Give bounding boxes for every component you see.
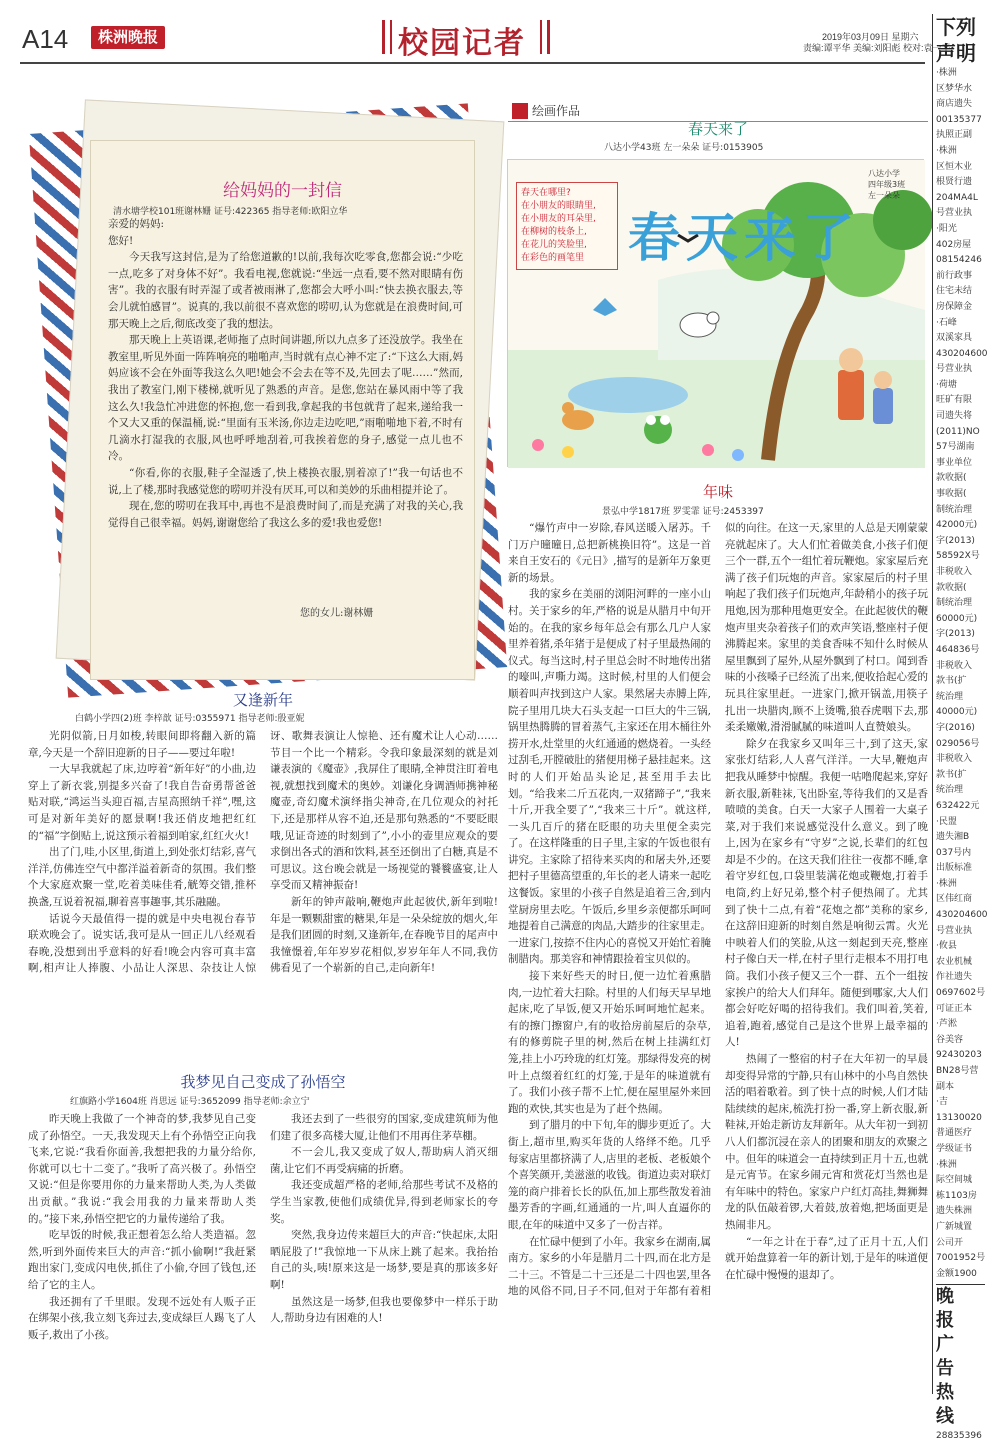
corner-line: 左一朵朵 xyxy=(868,191,900,200)
notice-line: 号营业执 xyxy=(936,208,973,219)
paragraph: 昨天晚上我做了一个神奇的梦,我梦见自己变成了孙悟空。一天,我发现天上有个孙悟空正向我飞来,它说:“我看你面善,我想把我的力量分给你,你就可以七十二变了。”我听了高兴极了。孙悟空又说:“但是你要用你的力量来帮助人类,为人类做出贡献。”我说:“我会用我的力量来帮助人类的。”接下来,孙悟空把它的力量传递给了我。 xyxy=(28,1113,256,1225)
paragraph: 我的家乡在美丽的浏阳河畔的一座小山村。关于家乡的年,严格的说是从腊月中旬开始的。在我的家乡每年总会有那么几户人家里养着猪,杀年猪于是便成了村子里最热闹的仪式。每当这时,村子里总会时不时地传出猪的嚎叫,声嘶力竭。这时候,村里的人们便会顺着叫声找到这户人家。果然屠夫赤膊上阵,院子里用几块大石头支起一口巨大的牛三锅,锅里热腾腾的冒着蒸气,主家还在用木桶往外捞开水,灶堂里的火红通通的燃烧着。一头经过刮毛,开膛破肚的猪便用梯子悬挂起来。这时的人们开始品头论足,甚至用手去比划。“给我来二斤五花肉,一双猪蹄子”,“我来十斤,开我全要了”,“我来三十斤”。就这样,一头几百斤的猪在眨眼的功夫里便全卖完了。在这样隆重的日子里,主家的午饭也很有讲究。主家除了招待来买肉的和屠夫外,还要把村子里德高望重的,年长的老人请来一起吃这餐饭。家里的小孩子自然是追着三舍,到内堂厨房里去吃。午饭后,乡里乡亲便都乐呵呵地提着自己满意的肉品,大踏步的往家里走。一进家门,按捺不住内心的喜悦又开始忙着腌制腊肉。那美容和神情跟捡着宝贝似的。 xyxy=(508,588,711,966)
poem-line: 在小朋友的耳朵里, xyxy=(521,214,596,224)
notice-line: 双溪家具 xyxy=(936,333,973,344)
article-title-nian-wei: 年味 xyxy=(702,483,733,501)
article-body-new-year xyxy=(28,728,498,1048)
notice-line: 事业单位 xyxy=(936,457,973,468)
notice-line: 农业机械 xyxy=(936,956,973,967)
paragraph: “爆竹声中一岁除,春风送暖入屠苏。千门万户曈曈日,总把新桃换旧符”。这是一首来自王安石的《元日》,描写的是新年万象更新的场景。 xyxy=(508,522,711,584)
newspaper-logo: 株洲晚报 xyxy=(91,26,165,49)
notice-line: 92430203 xyxy=(936,1050,982,1061)
paragraph: 虽然这是一场梦,但我也要像梦中一样乐于助人,帮助身边有困难的人! xyxy=(270,1295,498,1325)
notice-line: 制统治理 xyxy=(936,504,973,515)
notice-line: 40000元) xyxy=(936,707,978,718)
ad-hotline-char: 报 xyxy=(936,1310,954,1332)
letter-greeting-2: 您好! xyxy=(108,234,134,247)
paragraph: 到了腊月的中下旬,年的脚步更近了。大街上,超市里,购买年货的人络绎不绝。几乎每家店里都挤满了人,店里的老板、老板娘个个喜笑颜开,美滋滋的收钱。街道边卖对联灯笼的商户排着长长的队伍,加上那些散发着油墨芳香的字画,红通通的一片,叫人直逼你的眼,在年的味道中又多了一份吉祥。 xyxy=(508,1119,711,1231)
notice-line: 非税收入 xyxy=(936,660,973,671)
poem-line: 在柳树的枝条上, xyxy=(521,227,587,237)
notices-title-line: 声明 xyxy=(936,41,976,65)
ad-hotline-char: 晚 xyxy=(936,1286,954,1308)
painting-artwork xyxy=(507,159,924,467)
notice-line: ·株洲 xyxy=(936,145,957,156)
notice-line: 商店遗失 xyxy=(936,99,973,110)
notice-line: (2011)NO xyxy=(936,426,980,437)
painting-byline: 八达小学43班 左一朵朵 证号:0153905 xyxy=(604,143,764,153)
painting-headline: 春天来了 xyxy=(628,208,861,269)
notices-list xyxy=(936,66,988,1282)
article-body-monkey-king xyxy=(28,1111,498,1397)
notice-line: 可证正本 xyxy=(936,1003,973,1014)
notice-line: 632422元 xyxy=(936,800,980,811)
notice-line: 7001952号 xyxy=(936,1253,986,1264)
notice-line: 430204600 xyxy=(936,910,988,921)
paragraph: 接下来好些天的时日,便一边忙着熏腊肉,一边忙着大扫除。村里的人们每天早早地起床,吃了早饭,便又开始乐呵呵地忙起来。有的擦门擦窗户,有的收拾房前屋后的杂草,有的修剪院子里的树,然后在树上挂满红灯笼,挂上小巧玲珑的红灯笼。那绿得发亮的树叶上点缀着红红的灯笼,于是年的味道就有了。我们小孩子帮不上忙,便在屋里屋外来回跑的欢快,其实也是为了赶个热闹。 xyxy=(508,970,711,1115)
poem-line: 春天在哪里? xyxy=(521,188,571,198)
notice-line: ·芦淞 xyxy=(936,1019,957,1030)
paragraph: 不一会儿,我又变成了奴人,帮助病人消灭细菌,让它们不再受病痛的折磨。 xyxy=(270,1146,498,1175)
letter-paragraph: “你看,你的衣服,鞋子全湿透了,快上楼换衣服,别着凉了!”我一句话也不说,上了楼,那时我感觉您的唠叨并没有厌耳,可以和美妙的乐曲相提并论了。 xyxy=(108,466,463,496)
paragraph: 我还拥有了千里眼。发现不远处有人贩子正在绑架小孩,我立刻飞奔过去,变成绿巨人踢飞了人贩子,救出了小孩。 xyxy=(28,1295,256,1341)
notice-line: ·吉 xyxy=(936,1097,948,1108)
title-bar-right-decoration xyxy=(540,20,550,54)
notice-line: 学级证书 xyxy=(936,1143,973,1154)
paragraph: 话说今天最值得一提的就是中央电视台春节联欢晚会了。说实话,我可是从一回正儿八经观看春晚,没想到出乎意料的好看!晚会内容可真丰富啊,相声让人捧腹、小品让人深思、杂技让人惊讶、歌舞表演让人惊艳、还有魔术让人心动……节目一个比一个精彩。令我印象最深刻的就是刘谦表演的《魔壶》,我屏住了眼睛,全神贯注盯着电视,就想找到魔术的奥妙。刘谦化身调酒师携神秘魔壶,奇幻魔术演绎指尖神奇,在几位观众的衬托下,还是那样从容不迫,还是那句熟悉的“不要眨眼哦,见证奇迹的时刻到了”,小小的壶里应观众的要求倒出各式的酒和饮料,甚至还倒出了白糖,真是不可思议。这台晚会就是一场视觉的饕餮盛宴,让人享受而又精神振奋! xyxy=(28,730,498,975)
issue-date: 2019年03月09日 星期六 xyxy=(822,32,919,42)
notice-line: 08154246 xyxy=(936,255,982,266)
notice-line: 字(2013) xyxy=(936,535,975,546)
title-bar-left-decoration xyxy=(382,20,392,54)
notice-line: 区恒木业 xyxy=(936,161,973,172)
notice-line: 副本 xyxy=(936,1081,955,1092)
notice-line: 执照正副 xyxy=(936,130,973,141)
notice-line: 00135377 xyxy=(936,114,982,125)
notice-line: ·攸县 xyxy=(936,941,957,952)
notice-line: 遗失株洲 xyxy=(936,1206,973,1217)
notice-line: 430204600 xyxy=(936,348,988,359)
ad-hotline-char: 热 xyxy=(936,1382,954,1404)
letter-byline: 清水塘学校101班谢林姗 证号:422365 指导老师:欧阳立华 xyxy=(113,207,348,217)
notice-line: 款书(扩 xyxy=(936,676,967,687)
notice-line: 款收据( xyxy=(936,582,967,593)
notice-line: 60000元) xyxy=(936,613,978,624)
notice-line: 0697602号 xyxy=(936,988,986,999)
notice-line: 037号内 xyxy=(936,847,972,858)
paragraph: 在忙碌中便到了小年。我家乡在湖南,属南方。家乡的小年是腊月二十四,而在北方是二十三。不管是二十三还是二十四也罢,里各地的风俗不同,日子不同,但对于年都有着相似的向往。在这一天,家里的人总是天刚蒙蒙亮就起床了。大人们忙着做美食,小孩子们便三个一群,五个一组忙着玩鞭炮。家家屋后充满了孩子们玩炮的声音。家家屋后的村子里响起了我们孩子们玩炮声,年龄稍小的孩子玩甩炮,因为那种甩炮更安全。在此起彼伏的鞭炮声里夹杂着孩子们的欢声笑语,整座村子便沸腾起来。家里的美食香味不知什么时候从屋里飘到了屋外,从屋外飘到了村口。闻到香味的小孩嗓子已经流了出来,便收拾起心爱的玩具往家里赶。一进家门,掀开锅盖,用筷子扎出一块腊肉,顾不上烫嘴,狼吞虎咽下去,那柔柔嫩嫩,滑滑腻腻的味道叫人直赞娘头。 xyxy=(508,522,928,1298)
notice-line: 57号湖南 xyxy=(936,442,975,453)
notice-line: 204MA4L xyxy=(936,192,978,203)
notice-line: 制统治理 xyxy=(936,598,973,609)
notice-line: ·株洲 xyxy=(936,68,957,78)
painting-poem-note xyxy=(516,182,618,270)
notice-line: 号营业执 xyxy=(936,364,973,375)
article-byline-monkey-king: 红旗路小学1604班 肖思远 证号:3652099 指导老师:余立宁 xyxy=(70,1097,310,1107)
article-title-monkey-king: 我梦见自己变成了孙悟空 xyxy=(180,1073,346,1091)
notice-line: 非税收入 xyxy=(936,754,973,765)
notice-line: 区梦华水 xyxy=(936,83,973,94)
ad-hotline-phone: 28835396 xyxy=(936,1431,982,1442)
letter-paragraph: 那天晚上上英语课,老师拖了点时间讲题,所以九点多了还没放学。我坐在教室里,听见外面一阵阵响亮的啪啪声,当时就有点心神不定了:“下这么大雨,妈妈应该不会在外面等我这么久吧!她会不会去在等不及,先回去了呢……”然而,我出了教室门,刚下楼梯,就听见了熟悉的声音。是您,您站在暴风雨中等了我这么久!我急忙冲进您的怀抱,您一看到我,拿起我的书包就背了起来,递给我一个又大又重的保温桶,说:“里面有玉米汤,你边走边吃吧,”雨啪啪地下着,不时有几滴水打湿我的衣服,风也呼呼地刮着,可我挨着您的身子,感觉一点儿也不冷。 xyxy=(108,334,463,463)
paragraph: 热闹了一整宿的村子在大年初一的早晨却变得异常的宁静,只有山林中的小鸟自然快活的唱着歌着。到了快十点的时候,人们才陆陆续续的起床,梳洗打扮一番,穿上新衣服,新鞋袜,开始走新访友拜新年。从大年初一到初八人们都沉浸在亲人的团聚和朋友的欢聚之中。但年的味道会一直持续到正月十五,也就是元宵节。在家乡闹元宵和赏花灯当然也是有年味中的特色。家家户户红灯高挂,舞狮舞龙的队伍敲着锣,大着鼓,放着炮,把场面更是热闹非凡。 xyxy=(725,1053,928,1231)
notices-title-line: 下列 xyxy=(936,15,976,39)
painting-title: 春天来了 xyxy=(687,120,748,138)
section-title: 校园记者 xyxy=(398,26,526,61)
notice-line: 旺矿有限 xyxy=(936,395,973,406)
notice-line: 非税收入 xyxy=(936,567,973,577)
corner-line: 四年级3班 xyxy=(868,180,906,189)
notice-line: 事收据( xyxy=(936,489,967,500)
notice-line: ·荷塘 xyxy=(936,379,957,390)
notice-line: 42000元) xyxy=(936,520,978,531)
notice-line: 号营业执 xyxy=(936,925,973,936)
editor-credits: 责编:谭平华 美编:刘阳彪 校对:袁一平 xyxy=(803,43,951,53)
ad-hotline-char: 广 xyxy=(936,1334,954,1356)
letter-title: 给妈妈的一封信 xyxy=(223,181,342,201)
notice-line: 金额1900 xyxy=(936,1268,977,1279)
notice-line: ·株洲 xyxy=(936,1159,957,1170)
letter-greeting: 亲爱的妈妈: xyxy=(108,218,165,230)
notice-line: 区伟红商 xyxy=(936,894,973,905)
paragraph: 一大早我就起了床,边哼着“新年好”的小曲,边穿上了新衣裳,别提多兴奋了!我自告奋勇帮爸爸贴对联,“鸿运当头迎百福,吉星高照纳千祥”,嘿,这可是对新年美好的愿景啊!我还俏皮地把红红的“福”字倒贴上,说这预示着福到咱家,红红火火! xyxy=(28,763,256,842)
section-marker-icon xyxy=(512,103,528,119)
paragraph: 除夕在我家乡又叫年三十,到了这天,家家张灯结彩,人人喜气洋洋。一大早,鞭炮声把我从睡梦中惊醒。我便一咕噜爬起来,穿好新衣服,新鞋袜,飞出卧室,等待我们的又是香喷喷的美食。白天一大家子人围着一大桌子菜,对于我们来说感觉没什么意义。到了晚上,因为在家乡有“守岁”之说,长辈们的红包却是不少的。在这天我们往往一夜都不睡,拿着守岁红包,口袋里装满花炮或鞭炮,打着手电筒,约上好兄弟,整个村子便热闹了。尤其到了快十二点,有着“花炮之都”美称的家乡,在这辞旧迎新的时刻自然是响彻云霄。火光中映着人们的笑脸,从这一刻起到天亮,整座村子像白天一样,在村子里行走根本不用打电筒。我们小孩子便又三个一群、五个一组按家挨户的给大人们拜年。随便到哪家,大人们都会好吃好喝的招待我们。我们叫着,笑着,追着,跑着,感觉自己是这个世界上最幸福的人! xyxy=(725,737,928,1049)
notice-line: ·民盟 xyxy=(936,816,957,827)
notice-line: 前行政事 xyxy=(936,270,973,281)
notice-line: 029056号 xyxy=(936,738,980,749)
header-rule xyxy=(20,62,925,64)
notice-line: BN28号营 xyxy=(936,1066,979,1076)
notice-line: 58592X号 xyxy=(936,551,980,562)
notice-line: 公司开 xyxy=(936,1237,964,1248)
poem-line: 在彩色的画笔里 xyxy=(521,253,585,263)
notice-line: 字(2013) xyxy=(936,629,975,640)
paragraph: 突然,我身边传来超巨大的声音:“快起床,太阳晒屁股了!”我惊地一下从床上跳了起来。我抬抬自己的头,咦!原来这是一场梦,要是真的那该多好啊! xyxy=(270,1229,498,1291)
letter-body xyxy=(108,216,463,604)
notices-column xyxy=(932,14,988,1442)
notice-line: 遗失湘B xyxy=(936,832,970,843)
notice-line: 司遗失将 xyxy=(936,411,973,422)
notice-line: 普通医疗 xyxy=(936,1128,973,1139)
notice-line: 谷美容 xyxy=(936,1034,964,1045)
article-title-new-year: 又逢新年 xyxy=(232,691,293,709)
notice-line: 402房屋 xyxy=(936,239,972,250)
article-byline-nian-wei: 景弘中学1817班 罗雯霏 证号:2453397 xyxy=(602,507,764,517)
article-body-nian-wei xyxy=(508,520,928,1398)
notice-line: ·阳光 xyxy=(936,223,957,234)
notice-line: 统治理 xyxy=(936,691,964,702)
paragraph: 我还变成超严格的老师,给那些考试不及格的学生当家教,使他们成绩优异,得到老师家长的夸奖。 xyxy=(270,1179,498,1225)
painting-section-label: 绘画作品 xyxy=(508,100,580,119)
notice-line: 出版标准 xyxy=(936,863,973,874)
notice-line: 根贤行遗 xyxy=(936,177,973,188)
paragraph: 吃早饭的时候,我正想着怎么给人类造福。忽然,听到外面传来巨大的声音:“抓小偷啊!”我赶紧跑出家门,变成闪电侠,抓住了小偷,夺回了钱包,还给了它的主人。 xyxy=(28,1229,256,1291)
notice-line: 住宅未结 xyxy=(936,286,973,297)
notice-line: 款收据( xyxy=(936,473,967,484)
notice-line: 13130020 xyxy=(936,1112,982,1123)
ad-hotline-char: 线 xyxy=(936,1406,954,1428)
paragraph: 出了门,哇,小区里,街道上,到处张灯结彩,喜气洋洋,仿佛连空气中都洋溢着新奇的氛围。我们整个大家庭欢聚一堂,吃着美味佳肴,觥筹交错,推杯换盏,互说着祝福,聊着喜事趣事,其乐融融。 xyxy=(28,846,256,908)
notice-line: 464836号 xyxy=(936,644,980,655)
notice-line: 房保障金 xyxy=(936,301,973,312)
notice-line: 栋1103房 xyxy=(936,1190,977,1201)
letter-signature: 您的女儿:谢林姗 xyxy=(300,608,374,619)
notice-line: 统治理 xyxy=(936,785,964,796)
notice-line: 广新城置 xyxy=(936,1221,973,1232)
notice-line: ·株洲 xyxy=(936,878,957,889)
notice-line: 款书(扩 xyxy=(936,769,967,780)
notice-line: ·石峰 xyxy=(936,317,957,328)
poem-line: 在花儿的笑脸里, xyxy=(521,240,587,250)
notice-line: 字(2016) xyxy=(936,722,975,733)
notice-line: 作社遗失 xyxy=(936,972,973,983)
notice-line: 际空间城 xyxy=(936,1175,973,1186)
paragraph: 我还去到了一些很穷的国家,变成建筑师为他们建了很多高楼大厦,让他们不用再住茅草棚。 xyxy=(270,1113,498,1142)
paragraph: 新年的钟声敲响,鞭炮声此起彼伏,新年到啦!年是一颗颗甜蜜的糖果,年是一朵朵绽放的烟火,年是我们团圆的时刻,又逢新年,在春晚节目的尾声中我憧憬着,年年岁岁花相似,岁岁年年人不同,我仿佛看见了一个崭新的自己,走向新年! xyxy=(270,895,498,975)
letter-paragraph: 今天我写这封信,是为了给您道歉的!以前,我每次吃零食,您都会说:“少吃一点,吃多了对身体不好”。我看电视,您就说:“坐远一点看,要不然对眼睛有伤害”。我的衣服有时弄湿了或者被雨淋了,您都会大呼小叫:“快去换衣服去,等会儿就怕感冒”。说真的,我以前很不喜欢您的唠叨,认为您就是在浪费时间,可那天晚上之后,彻底改变了我的想法。 xyxy=(108,251,463,330)
painting-corner-note xyxy=(868,168,905,201)
article-byline-new-year: 白鹤小学四(2)班 李梓歆 证号:0355971 指导老师:殷亚妮 xyxy=(75,714,305,724)
page-number: A14 xyxy=(22,24,69,54)
ad-hotline-char: 告 xyxy=(936,1358,954,1380)
corner-line: 八达小学 xyxy=(868,169,900,178)
paragraph: 光阴似箭,日月如梭,转眼间即将翻入新的篇章,今天是一个辞旧迎新的日子——要过年啦! xyxy=(28,730,256,759)
paragraph: “一年之计在于春”,过了正月十五,人们就开始盘算着一年的新计划,于是年的味道便在忙碌中慢慢的退却了。 xyxy=(725,1235,928,1281)
letter-paragraph: 现在,您的唠叨在我耳中,再也不是浪费时间了,而是充满了对我的关心,我觉得自己很幸福。妈妈,谢谢您给了我这么多的爱!我也爱您! xyxy=(108,500,463,529)
poem-line: 在小朋友的眼睛里, xyxy=(521,201,596,211)
